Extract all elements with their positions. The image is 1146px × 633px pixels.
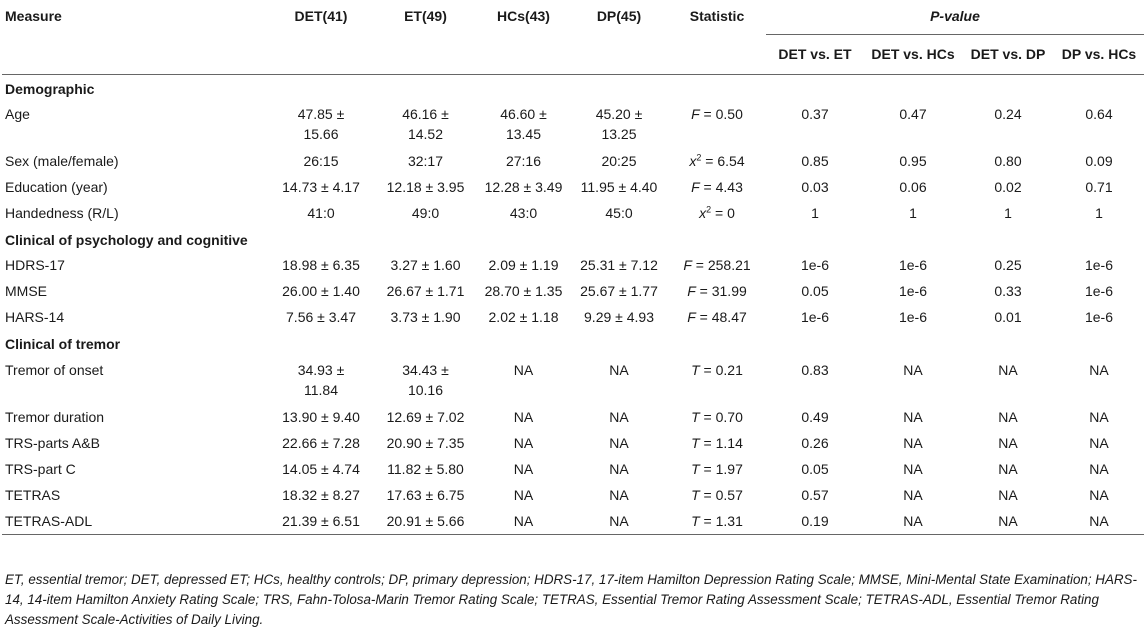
cell-et: 20.91 ± 5.66 xyxy=(386,513,465,529)
cell-pvalue: 1e-6 xyxy=(1084,257,1114,273)
statistic-value: = 6.54 xyxy=(701,153,745,169)
cell-det: 26.00 ± 1.40 xyxy=(282,283,360,299)
statistic-value: = 0.21 xyxy=(699,362,743,378)
cell-pvalue: 0.06 xyxy=(899,179,927,195)
cell-pvalue: NA xyxy=(1089,435,1109,451)
cell-statistic xyxy=(668,174,766,200)
table-row xyxy=(2,404,1144,430)
section-heading-row xyxy=(2,226,1144,252)
cell-pvalue: 0.64 xyxy=(1085,106,1113,122)
cell-et: 12.69 ± 7.02 xyxy=(386,409,465,425)
cell-pvalue: 0.80 xyxy=(994,153,1022,169)
statistic-value: = 31.99 xyxy=(695,283,747,299)
cell-statistic xyxy=(668,482,766,508)
cell-det: 34.93 ± 11.84 xyxy=(297,362,345,398)
cell-pvalue: 0.02 xyxy=(994,179,1022,195)
statistic-symbol: T xyxy=(691,362,700,378)
cell-det: 14.73 ± 4.17 xyxy=(282,179,360,195)
cell-statistic xyxy=(668,278,766,304)
table-body xyxy=(2,74,1144,534)
table-row xyxy=(2,100,1144,148)
cell-et: 26.67 ± 1.71 xyxy=(386,283,465,299)
cell-measure: TETRAS xyxy=(5,487,61,503)
cell-et: 32:17 xyxy=(407,153,444,169)
cell-measure: MMSE xyxy=(5,283,47,299)
cell-pvalue: 0.26 xyxy=(801,435,829,451)
cell-det: 41:0 xyxy=(307,205,335,221)
cell-statistic xyxy=(668,508,766,534)
table-row xyxy=(2,482,1144,508)
cell-pvalue: 1 xyxy=(811,205,819,221)
table-row xyxy=(2,200,1144,226)
cell-hcs: 2.02 ± 1.18 xyxy=(488,309,559,325)
statistic-symbol: F xyxy=(691,179,700,195)
table-row xyxy=(2,508,1144,534)
cell-pvalue: 0.05 xyxy=(801,461,829,477)
cell-pvalue: NA xyxy=(903,362,923,378)
cell-dp: 20:25 xyxy=(601,153,637,169)
cell-pvalue: 0.95 xyxy=(899,153,927,169)
statistic-value: = 48.47 xyxy=(695,309,747,325)
cell-pvalue: 0.49 xyxy=(801,409,829,425)
statistic-symbol: T xyxy=(691,409,700,425)
statistic-value: = 0 xyxy=(711,205,735,221)
statistic-symbol: T xyxy=(691,513,700,529)
cell-statistic xyxy=(668,200,766,226)
cell-pvalue: NA xyxy=(903,513,923,529)
cell-pvalue: 0.09 xyxy=(1085,153,1113,169)
cell-pvalue: NA xyxy=(903,461,923,477)
cell-pvalue: 1 xyxy=(1004,205,1012,221)
cell-pvalue: 1e-6 xyxy=(898,283,928,299)
header-statistic: Statistic xyxy=(689,8,745,24)
cell-measure: TETRAS-ADL xyxy=(5,513,93,529)
table-header xyxy=(2,6,1144,74)
cell-dp: 9.29 ± 4.93 xyxy=(584,309,654,325)
cell-pvalue: 0.47 xyxy=(899,106,927,122)
cell-pvalue: NA xyxy=(998,461,1018,477)
section-heading: Demographic xyxy=(5,80,95,97)
cell-measure: Tremor duration xyxy=(5,409,105,425)
section-heading: Clinical of tremor xyxy=(5,336,121,352)
header-comparison: DP vs. HCs xyxy=(1061,46,1137,62)
statistic-value: = 0.57 xyxy=(699,487,743,503)
cell-pvalue: 0.37 xyxy=(801,106,829,122)
cell-pvalue: NA xyxy=(1089,461,1109,477)
cell-pvalue: 1e-6 xyxy=(800,309,830,325)
cell-measure: Age xyxy=(5,106,30,122)
cell-pvalue: 0.25 xyxy=(994,257,1022,273)
cell-et: 11.82 ± 5.80 xyxy=(387,461,464,477)
cell-pvalue: 0.83 xyxy=(801,362,829,378)
cell-pvalue: NA xyxy=(903,487,923,503)
cell-pvalue: 1 xyxy=(909,205,917,221)
cell-pvalue: NA xyxy=(998,487,1018,503)
data-table xyxy=(2,6,1144,535)
section-heading-row xyxy=(2,74,1144,100)
cell-hcs: 12.28 ± 3.49 xyxy=(484,179,563,195)
statistic-value: = 0.50 xyxy=(699,106,743,122)
statistic-value: = 1.31 xyxy=(699,513,743,529)
cell-pvalue: 0.03 xyxy=(801,179,829,195)
cell-statistic xyxy=(668,100,766,148)
cell-dp: NA xyxy=(609,435,629,451)
statistic-superscript: 2 xyxy=(696,152,702,163)
cell-det: 18.32 ± 8.27 xyxy=(282,487,360,503)
cell-det: 18.98 ± 6.35 xyxy=(282,257,360,273)
cell-det: 21.39 ± 6.51 xyxy=(282,513,360,529)
cell-statistic xyxy=(668,252,766,278)
statistic-symbol: T xyxy=(691,487,700,503)
cell-det: 7.56 ± 3.47 xyxy=(286,309,356,325)
cell-pvalue: 0.01 xyxy=(994,309,1022,325)
section-heading-row xyxy=(2,330,1144,356)
statistic-symbol: F xyxy=(683,257,692,273)
cell-hcs: NA xyxy=(513,435,534,451)
table-row xyxy=(2,174,1144,200)
cell-statistic xyxy=(668,356,766,404)
cell-et: 49:0 xyxy=(411,205,440,221)
header-group-et: ET(49) xyxy=(404,8,447,24)
cell-statistic xyxy=(668,304,766,330)
cell-statistic xyxy=(668,404,766,430)
table-row xyxy=(2,278,1144,304)
statistic-value: = 1.97 xyxy=(699,461,743,477)
cell-measure: HARS-14 xyxy=(5,309,65,325)
cell-pvalue: NA xyxy=(998,513,1018,529)
cell-statistic xyxy=(668,148,766,174)
cell-pvalue: 1e-6 xyxy=(898,257,928,273)
header-comparison: DET vs. HCs xyxy=(871,46,955,62)
cell-dp: 25.67 ± 1.77 xyxy=(580,283,658,299)
statistic-symbol: T xyxy=(691,461,700,477)
cell-measure: TRS-parts A&B xyxy=(5,435,100,451)
cell-pvalue: NA xyxy=(1089,513,1109,529)
cell-hcs: NA xyxy=(513,362,534,378)
table-row xyxy=(2,148,1144,174)
statistic-superscript: 2 xyxy=(706,204,712,215)
statistic-symbol: x xyxy=(699,205,707,221)
statistic-symbol: F xyxy=(691,106,700,122)
cell-pvalue: 0.05 xyxy=(801,283,829,299)
table-row xyxy=(2,304,1144,330)
cell-pvalue: 0.24 xyxy=(994,106,1022,122)
cell-hcs: NA xyxy=(513,487,534,503)
cell-measure: TRS-part C xyxy=(5,461,76,477)
cell-et: 12.18 ± 3.95 xyxy=(386,179,465,195)
statistic-symbol: T xyxy=(691,435,700,451)
table-footnote: ET, essential tremor; DET, depressed ET; HCs, healthy controls; DP, primary depression; HDRS-17, 17-item Hamilton Depression Rating Scale; MMSE, Mini-Mental State Examination; HARS-14, 14-item Hamilton Anxiety Rating Scale; TRS, Fahn-Tolosa-Marin Tremor Rating Scale; TETRAS, Essential Tremor Rating Assessment Scale; TETRAS-ADL, Essential Tremor Rating Assessment Scale-Activities of Daily Living. xyxy=(5,572,1137,627)
cell-dp: 45:0 xyxy=(605,205,633,221)
cell-det: 13.90 ± 9.40 xyxy=(282,409,360,425)
statistic-symbol: x xyxy=(689,153,697,169)
cell-pvalue: NA xyxy=(1089,362,1109,378)
cell-et: 3.27 ± 1.60 xyxy=(390,257,461,273)
cell-dp: NA xyxy=(609,461,629,477)
cell-pvalue: 1e-6 xyxy=(800,257,830,273)
statistic-value: = 0.70 xyxy=(699,409,743,425)
cell-hcs: 46.60 ± 13.45 xyxy=(500,106,547,142)
cell-pvalue: NA xyxy=(998,409,1018,425)
header-group-hcs: HCs(43) xyxy=(497,8,550,24)
cell-measure: Sex (male/female) xyxy=(5,153,119,169)
cell-et: 3.73 ± 1.90 xyxy=(390,309,461,325)
cell-pvalue: 0.57 xyxy=(801,487,829,503)
table-row xyxy=(2,356,1144,404)
cell-det: 26:15 xyxy=(303,153,339,169)
table-row xyxy=(2,456,1144,482)
table-row xyxy=(2,430,1144,456)
header-group-dp: DP(45) xyxy=(596,8,642,24)
header-pvalue: P-value xyxy=(766,6,1144,34)
cell-pvalue: NA xyxy=(903,409,923,425)
cell-measure: HDRS-17 xyxy=(5,257,65,273)
cell-hcs: 2.09 ± 1.19 xyxy=(488,257,559,273)
cell-statistic xyxy=(668,456,766,482)
header-comparison: DET vs. DP xyxy=(970,46,1046,62)
header-group-det: DET(41) xyxy=(294,8,348,24)
cell-statistic xyxy=(668,430,766,456)
cell-hcs: NA xyxy=(513,409,534,425)
cell-dp: NA xyxy=(609,362,629,378)
cell-pvalue: NA xyxy=(998,435,1018,451)
cell-pvalue: 1 xyxy=(1095,205,1103,221)
header-comparison: DET vs. ET xyxy=(778,46,852,62)
cell-det: 47.85 ± 15.66 xyxy=(297,106,345,142)
cell-et: 46.16 ± 14.52 xyxy=(402,106,449,142)
cell-pvalue: 1e-6 xyxy=(898,309,928,325)
cell-det: 14.05 ± 4.74 xyxy=(282,461,360,477)
cell-dp: NA xyxy=(609,409,629,425)
cell-det: 22.66 ± 7.28 xyxy=(282,435,360,451)
statistic-value: = 1.14 xyxy=(699,435,743,451)
cell-hcs: 43:0 xyxy=(509,205,538,221)
cell-et: 17.63 ± 6.75 xyxy=(386,487,465,503)
section-heading: Clinical of psychology and cognitive xyxy=(5,232,248,248)
cell-pvalue: 0.71 xyxy=(1085,179,1113,195)
cell-measure: Tremor of onset xyxy=(5,362,104,378)
cell-pvalue: NA xyxy=(998,362,1018,378)
cell-dp: 25.31 ± 7.12 xyxy=(580,257,658,273)
cell-dp: 11.95 ± 4.40 xyxy=(580,179,658,195)
cell-pvalue: 0.85 xyxy=(801,153,829,169)
statistic-symbol: F xyxy=(687,309,696,325)
cell-dp: NA xyxy=(609,487,629,503)
statistic-symbol: F xyxy=(687,283,696,299)
cell-pvalue: NA xyxy=(1089,409,1109,425)
cell-pvalue: NA xyxy=(1089,487,1109,503)
cell-pvalue: 0.33 xyxy=(994,283,1022,299)
table-row xyxy=(2,252,1144,278)
cell-hcs: NA xyxy=(513,513,534,529)
cell-et: 34.43 ± 10.16 xyxy=(402,362,449,398)
cell-measure: Handedness (R/L) xyxy=(5,205,119,221)
header-measure: Measure xyxy=(5,8,62,24)
cell-pvalue: 0.19 xyxy=(801,513,829,529)
cell-pvalue: 1e-6 xyxy=(1084,309,1114,325)
statistic-value: = 4.43 xyxy=(699,179,743,195)
cell-dp: 45.20 ± 13.25 xyxy=(595,106,643,142)
cell-dp: NA xyxy=(609,513,629,529)
cell-hcs: NA xyxy=(513,461,534,477)
cell-hcs: 27:16 xyxy=(505,153,542,169)
cell-hcs: 28.70 ± 1.35 xyxy=(484,283,563,299)
cell-pvalue: 1e-6 xyxy=(1084,283,1114,299)
statistic-value: = 258.21 xyxy=(691,257,751,273)
cell-pvalue: NA xyxy=(903,435,923,451)
cell-measure: Education (year) xyxy=(5,179,108,195)
cell-et: 20.90 ± 7.35 xyxy=(386,435,465,451)
